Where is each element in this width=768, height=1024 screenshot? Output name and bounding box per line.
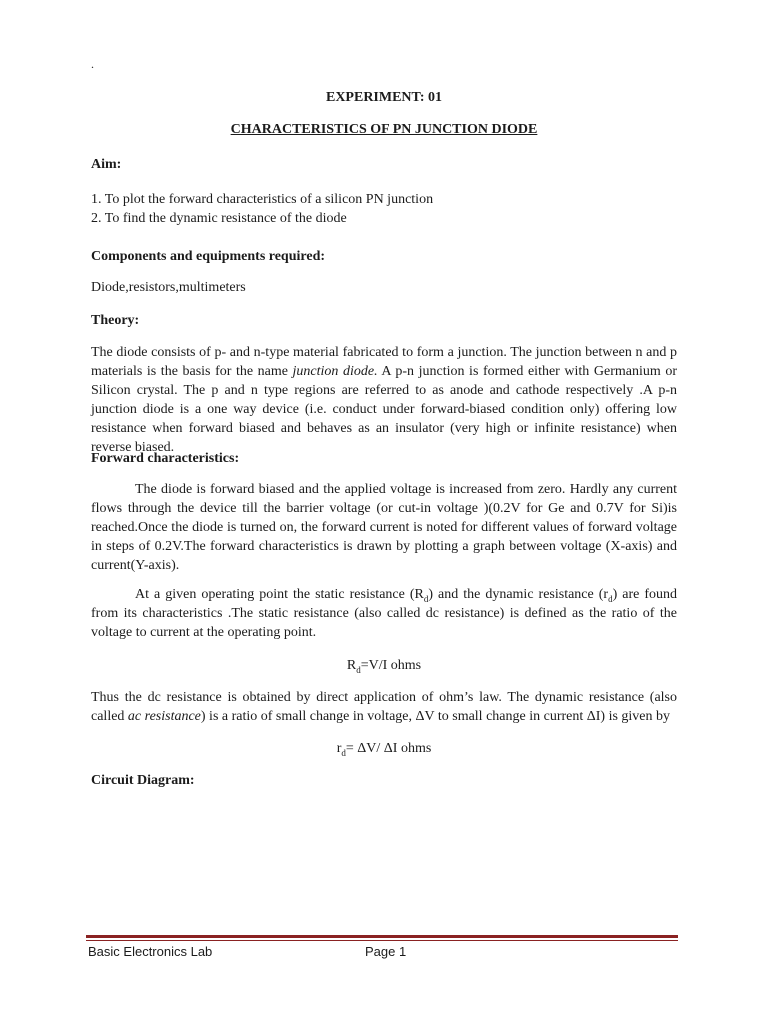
forward-paragraph-1: The diode is forward biased and the applied voltage is increased from zero. Hardly any current flows through the device till the barrier voltage (or cut-in voltage )(0.2V for Ge and 0.7V for Si)is reached.Once the diode is turned on, the forward current is noted for different values of forward voltage in steps of 0.2V.The forward characteristics is drawn by plotting a graph between voltage (X-axis) and current(Y-axis). bbox=[91, 482, 677, 573]
eq1-b: =V/I ohms bbox=[360, 658, 422, 673]
circuit-heading: Circuit Diagram: bbox=[91, 773, 195, 788]
forward-paragraph-2 bbox=[91, 585, 677, 642]
footer-lab-name: Basic Electronics Lab bbox=[88, 944, 213, 959]
aim-heading: Aim: bbox=[91, 157, 122, 172]
footer-rule-thick bbox=[86, 935, 678, 938]
experiment-title: EXPERIMENT: 01 bbox=[325, 90, 443, 105]
forward-p2-c: ) are found from its characteristics .The static resistance (also called dc resistance) is defined as the ratio of the voltage to current at the operating point. bbox=[91, 587, 677, 640]
stray-dot: . bbox=[91, 57, 94, 71]
eq2-sub: d bbox=[341, 747, 346, 758]
aim-item-2: 2. To find the dynamic resistance of the diode bbox=[91, 211, 347, 226]
forward-paragraph-3 bbox=[91, 688, 677, 726]
equation-dynamic-resistance bbox=[0, 739, 768, 758]
forward-heading: Forward characteristics: bbox=[91, 451, 240, 466]
forward-p2-sub1: d bbox=[423, 593, 429, 604]
eq2-b: = ΔV/ ΔI ohms bbox=[345, 741, 432, 756]
footer-page-number: Page 1 bbox=[365, 944, 407, 959]
forward-p3-b: ) is a ratio of small change in voltage, ΔV to small change in current ΔI) is given by bbox=[200, 709, 671, 724]
eq1-a: R bbox=[346, 658, 357, 673]
theory-heading: Theory: bbox=[91, 313, 140, 328]
components-heading: Components and equipments required: bbox=[91, 249, 326, 264]
footer-rule-thin bbox=[86, 940, 678, 941]
aim-item-1: 1. To plot the forward characteristics of a silicon PN junction bbox=[91, 192, 434, 207]
forward-p3-em: ac resistance bbox=[127, 709, 201, 724]
theory-text-a: The diode consists of p- and n-type material fabricated to form a junction. The junction between n and p materials is the basis for the name bbox=[91, 345, 677, 379]
equation-static-resistance bbox=[0, 656, 768, 675]
forward-p2-sub2: d bbox=[608, 593, 613, 604]
components-text: Diode,resistors,multimeters bbox=[91, 280, 246, 295]
forward-p2-b: ) and the dynamic resistance (r bbox=[428, 587, 609, 602]
theory-text-b: A p-n junction is formed either with Germanium or Silicon crystal. The p and n type regions are referred to as anode and cathode respectively .A p-n junction diode is a one way device (i.e. conduct under forward-biased condition only) offering low resistance when forward biased and behaves as an insulator (very high or infinite resistance) when reverse biased. bbox=[91, 364, 677, 455]
forward-p2-a: At a given operating point the static resistance (R bbox=[135, 587, 424, 602]
experiment-subtitle: CHARACTERISTICS OF PN JUNCTION DIODE bbox=[230, 122, 538, 137]
theory-text-em: junction diode. bbox=[292, 364, 378, 379]
eq2-a: r bbox=[336, 741, 342, 756]
eq1-sub: d bbox=[356, 664, 361, 675]
forward-p3-a: Thus the dc resistance is obtained by direct application of ohm’s law. The dynamic resistance (also called bbox=[91, 690, 677, 724]
theory-paragraph bbox=[91, 343, 677, 457]
